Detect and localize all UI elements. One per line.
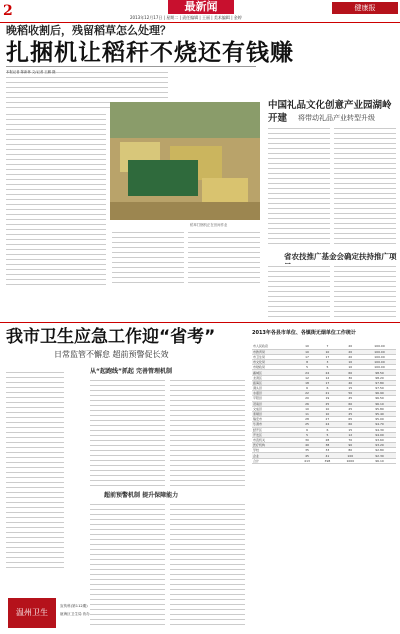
table-cell: 5 <box>317 432 337 437</box>
table-cell: 413 <box>297 458 317 463</box>
table-cell: 26 <box>297 401 317 406</box>
table-cell: 10 <box>317 406 337 411</box>
table-cell: 100.00 <box>363 365 396 370</box>
table-cell: 10 <box>338 360 363 365</box>
story4-column-5 <box>170 502 245 628</box>
table-cell: 泰顺县 <box>252 411 297 416</box>
story4-column-2 <box>90 378 165 488</box>
story3-column-1 <box>268 264 330 320</box>
table-cell: 10 <box>297 344 317 349</box>
table-cell: 95.80 <box>363 406 396 411</box>
story4-subhead-2: 超前预警机制 提升保障能力 <box>104 492 179 499</box>
table-cell: 12 <box>317 375 337 380</box>
table-cell: 98.50 <box>363 370 396 375</box>
table-cell: 95.40 <box>363 411 396 416</box>
table-cell: 17 <box>297 354 317 359</box>
table-cell: 开发区 <box>252 432 297 437</box>
table-cell: 90 <box>338 443 363 448</box>
table-cell: 100.00 <box>363 344 396 349</box>
table-cell: 25 <box>297 422 317 427</box>
table-cell: 5 <box>297 365 317 370</box>
table-cell: 永嘉县 <box>252 391 297 396</box>
table-cell: 28 <box>297 417 317 422</box>
table-cell: 27 <box>317 417 337 422</box>
story1-rule <box>6 66 256 67</box>
table-cell: 100.00 <box>363 354 396 359</box>
story4-column-4 <box>90 502 165 628</box>
table-cell: 洞头县 <box>252 386 297 391</box>
table-cell: 11 <box>297 411 317 416</box>
table-cell: 17 <box>317 354 337 359</box>
table-cell: 鹿城区 <box>252 370 297 375</box>
table-cell: 企业 <box>252 453 297 458</box>
table-cell: 市财政局 <box>252 365 297 370</box>
table-cell: 45 <box>338 396 363 401</box>
table-cell: 95.00 <box>363 417 396 422</box>
table-cell: 24 <box>317 422 337 427</box>
table-cell: 6 <box>297 386 317 391</box>
story1-column-3 <box>188 230 260 286</box>
table-cell: 市卫生局 <box>252 354 297 359</box>
table-cell: 经开区 <box>252 427 297 432</box>
table-cell: 65 <box>338 417 363 422</box>
table-cell: 5 <box>297 432 317 437</box>
story1-photo <box>110 102 260 220</box>
table-cell: 合计 <box>252 458 297 463</box>
story1-subtitle: 晚稻收割后，残留稻草怎么处理？ <box>6 24 171 37</box>
table-cell: 93.60 <box>363 437 396 442</box>
table-cell: 平阳县 <box>252 396 297 401</box>
table-cell: 40 <box>297 443 317 448</box>
masthead-logo: 健康报 <box>332 2 398 14</box>
table-cell: 22 <box>297 391 317 396</box>
table-cell: 100.00 <box>363 360 396 365</box>
story4-column-1 <box>6 370 64 570</box>
table-cell: 92.30 <box>363 453 396 458</box>
table-cell: 苍南县 <box>252 401 297 406</box>
story4-subtitle: 日常监管不懈怠 超前预警促长效 <box>54 350 169 359</box>
story2-title: 中国礼品文化创意产业园湖岭开建 <box>268 100 392 124</box>
table-cell: 96.10 <box>363 401 396 406</box>
table-cell: 6 <box>317 427 337 432</box>
story2-column-2 <box>334 126 396 246</box>
table-cell: 25 <box>317 401 337 406</box>
story1-title: 扎捆机让稻秆不烧还有钱赚 <box>6 40 294 66</box>
table-cell: 60 <box>338 370 363 375</box>
table-cell: 文成县 <box>252 406 297 411</box>
table-cell: 94.00 <box>363 432 396 437</box>
table-cell: 15 <box>338 427 363 432</box>
table-cell: 乐清市 <box>252 422 297 427</box>
table-cell: 28 <box>317 437 337 442</box>
table-cell: 100 <box>338 453 363 458</box>
table-cell: 15 <box>338 386 363 391</box>
table-cell: 97.50 <box>363 386 396 391</box>
table-cell: 5 <box>317 365 337 370</box>
table-cell: 市人民政府 <box>252 344 297 349</box>
table-cell: 35 <box>297 448 317 453</box>
story1-byline: 本报记者 陈新林 文/记者 王鹏 摄 <box>6 70 56 74</box>
table-cell: 7 <box>317 344 337 349</box>
table-cell: 6 <box>317 386 337 391</box>
table-cell: 25 <box>338 411 363 416</box>
table-cell: 19 <box>317 396 337 401</box>
table-cell: 33 <box>317 448 337 453</box>
table-cell: 96.10 <box>363 458 396 463</box>
table-cell: 10 <box>338 365 363 370</box>
table-title: 2013年各县市单位、各镇街无烟单位工作统计 <box>252 330 356 336</box>
table-cell: 97.80 <box>363 380 396 385</box>
table-cell: 8 <box>297 360 317 365</box>
table-cell: 市直机关 <box>252 437 297 442</box>
table-cell: 70 <box>338 437 363 442</box>
table-cell: 94.70 <box>363 422 396 427</box>
table-cell: 10 <box>317 349 337 354</box>
table-cell: 瑞安市 <box>252 417 297 422</box>
story4-subhead-1: 从“起跑线”抓起 完善管理机制 <box>90 368 172 375</box>
story2-column-1 <box>268 126 330 246</box>
footer-note: 瓯海区卫生局 协办 <box>60 612 90 616</box>
table-cell: 25 <box>338 406 363 411</box>
table-cell: 50 <box>338 391 363 396</box>
story1-column-2 <box>112 230 184 286</box>
table-cell: 学校 <box>252 448 297 453</box>
story4-column-3 <box>170 378 245 488</box>
table-cell: 100.00 <box>363 349 396 354</box>
page-number: 2 <box>3 3 13 19</box>
table-cell: 30 <box>338 375 363 380</box>
footer-issue: 宣传科(第112期) <box>60 604 88 608</box>
table-cell: 98.20 <box>363 375 396 380</box>
table-cell: 12 <box>297 375 317 380</box>
table-cell: 医疗机构 <box>252 443 297 448</box>
story2-subtitle: 将带动礼品产业转型升级 <box>298 114 375 122</box>
story3-column-2 <box>334 264 396 320</box>
table-cell: 市教育局 <box>252 349 297 354</box>
table-cell: 20 <box>338 349 363 354</box>
table-cell: 40 <box>338 380 363 385</box>
table-cell: 市文化局 <box>252 360 297 365</box>
dateline: 2013年12月17日 | 星期二 | 责任编辑 | 王丽 | 美术编辑 | 金婷 <box>130 15 242 20</box>
table-cell: 10 <box>297 349 317 354</box>
table-cell: 10 <box>297 406 317 411</box>
table-cell: 3 <box>317 360 337 365</box>
table-cell: 12 <box>338 432 363 437</box>
table-cell: 398 <box>317 458 337 463</box>
mid-rule <box>0 322 400 323</box>
table-cell: 17 <box>317 380 337 385</box>
table-cell: 93.20 <box>363 443 396 448</box>
table-cell: 20 <box>338 354 363 359</box>
table-cell: 41 <box>317 453 337 458</box>
section-banner: 最新闻 <box>168 0 234 14</box>
table-cell: 20 <box>297 396 317 401</box>
header-rule <box>0 22 400 23</box>
table-cell: 60 <box>338 422 363 427</box>
table-cell: 24 <box>297 370 317 375</box>
table-cell: 60 <box>338 401 363 406</box>
table-cell: 21 <box>317 391 337 396</box>
table-cell: 6 <box>297 427 317 432</box>
sidebar-logo: 温州卫生 <box>8 598 56 628</box>
table-cell: 1000 <box>338 458 363 463</box>
table-cell: 38 <box>317 443 337 448</box>
table-cell: 18 <box>297 380 317 385</box>
story4-title: 我市卫生应急工作迎“省考” <box>6 327 216 347</box>
table-cell: 80 <box>338 448 363 453</box>
table-cell: 30 <box>297 437 317 442</box>
table-cell: 92.80 <box>363 448 396 453</box>
table-cell: 龙湾区 <box>252 375 297 380</box>
table-cell: 96.90 <box>363 391 396 396</box>
stats-table <box>252 344 396 464</box>
table-cell: 24 <box>317 370 337 375</box>
story1-column-1 <box>6 112 106 287</box>
story1-photo-caption: 稻草打捆机正在田间作业 <box>190 223 228 227</box>
table-cell: 96.50 <box>363 396 396 401</box>
table-row <box>252 458 396 463</box>
table-cell: 瓯海区 <box>252 380 297 385</box>
table-cell: 94.30 <box>363 427 396 432</box>
story3-title: 省农技推广基金会确定扶持推广项 <box>284 252 397 261</box>
table-cell: 10 <box>317 411 337 416</box>
table-cell: 45 <box>297 453 317 458</box>
table-cell: 20 <box>338 344 363 349</box>
